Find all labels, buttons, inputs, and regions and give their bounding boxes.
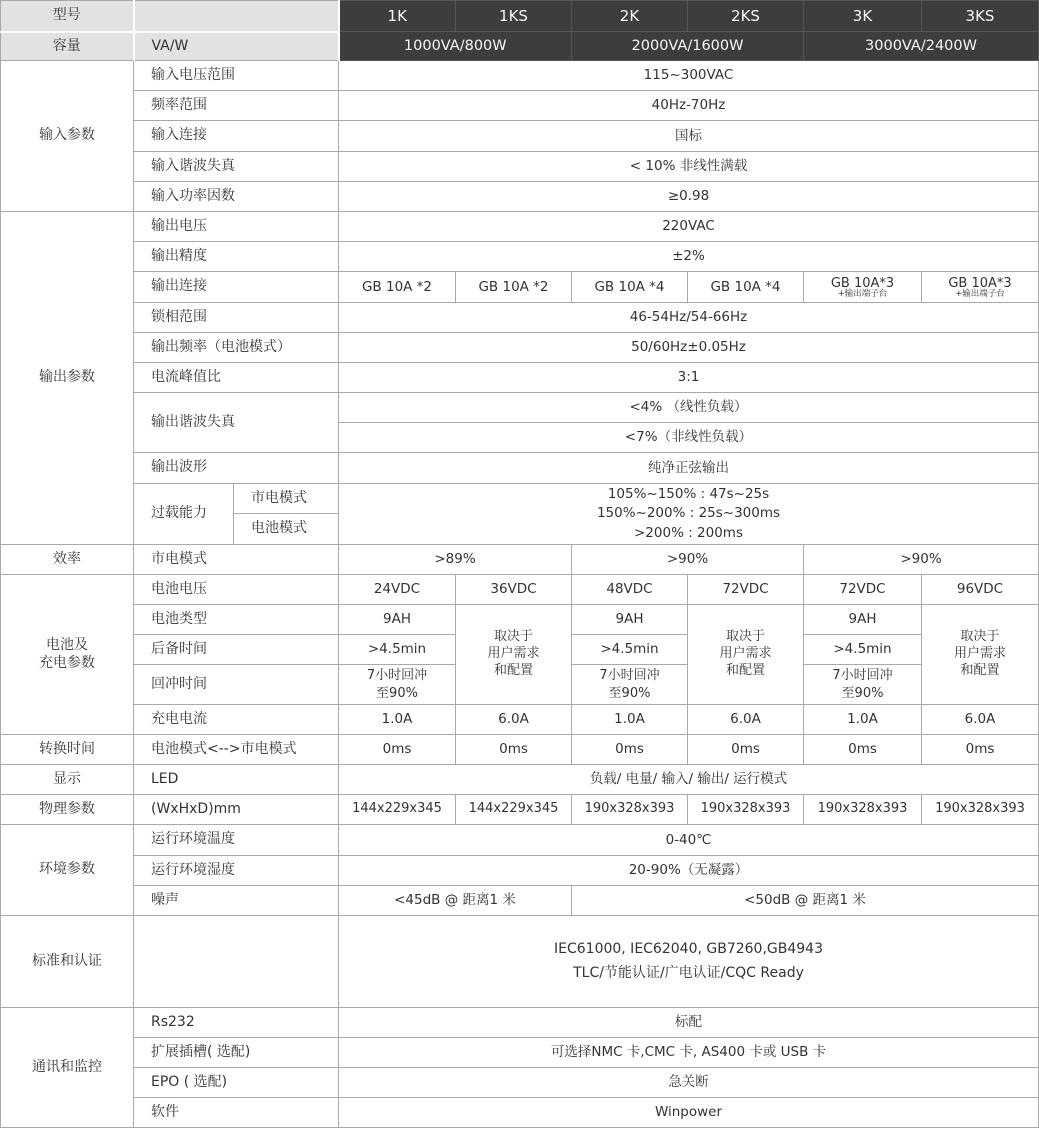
transfer-value-3k: 0ms: [804, 735, 922, 765]
efficiency-label: 市电模式: [134, 545, 339, 575]
output-conn-main-3k: GB 10A*3: [830, 275, 895, 291]
battery-recharge-label: 回冲时间: [134, 665, 339, 705]
battery-voltage-label: 电池电压: [134, 575, 339, 605]
section-transfer: 转换时间: [1, 735, 134, 765]
standards-value: [339, 916, 1039, 1008]
section-environment: 环境参数: [1, 825, 134, 916]
model-col-3k: 3K: [804, 1, 922, 32]
standards-line-1: IEC61000, IEC62040, GB7260,GB4943: [554, 941, 823, 958]
input-voltage-value: 115~300VAC: [339, 61, 1039, 91]
output-wave-label: 输出波形: [134, 453, 339, 484]
battery-voltage-3ks: 96VDC: [922, 575, 1039, 605]
efficiency-value-3k: >90%: [804, 545, 1039, 575]
output-voltage-label: 输出电压: [134, 212, 339, 242]
recharge-line-2: 至90%: [608, 685, 651, 701]
env-humidity-label: 运行环境湿度: [134, 856, 339, 886]
display-value: 负载/ 电量/ 输入/ 输出/ 运行模式: [339, 765, 1039, 795]
input-voltage-label: 输入电压范围: [134, 61, 339, 91]
transfer-value-1k: 0ms: [339, 735, 456, 765]
depends-line-2: 用户需求: [719, 646, 772, 662]
input-conn-label: 输入连接: [134, 121, 339, 152]
env-humidity-value: 20-90%（无凝露）: [339, 856, 1039, 886]
input-freq-label: 频率范围: [134, 91, 339, 121]
depends-line-1: 取决于: [960, 629, 1000, 645]
section-physical: 物理参数: [1, 795, 134, 825]
input-conn-value: 国标: [339, 121, 1039, 152]
capacity-3k-group: 3000VA/2400W: [804, 32, 1039, 61]
output-conn-subnote-3k: +输出端子台: [837, 289, 888, 300]
depends-line-2: 用户需求: [487, 646, 540, 662]
battery-type-label: 电池类型: [134, 605, 339, 635]
input-pf-value: ≥0.98: [339, 182, 1039, 212]
battery-voltage-2ks: 72VDC: [688, 575, 804, 605]
physical-value-1k: 144x229x345: [339, 795, 456, 825]
output-crest-label: 电流峰值比: [134, 363, 339, 393]
output-conn-value-2k: GB 10A *4: [572, 272, 688, 303]
output-voltage-value: 220VAC: [339, 212, 1039, 242]
section-standards: 标准和认证: [1, 916, 134, 1008]
battery-depends-3ks: [922, 605, 1039, 705]
battery-voltage-1k: 24VDC: [339, 575, 456, 605]
standards-param-empty: [134, 916, 339, 1008]
depends-line-3: 和配置: [960, 662, 1000, 678]
efficiency-value-1k: >89%: [339, 545, 572, 575]
transfer-label: 电池模式<-->市电模式: [134, 735, 339, 765]
output-precision-value: ±2%: [339, 242, 1039, 272]
output-overload-sub-mains: 市电模式: [234, 484, 339, 514]
model-col-1ks: 1KS: [456, 1, 572, 32]
battery-backup-2k: >4.5min: [572, 635, 688, 665]
input-freq-value: 40Hz-70Hz: [339, 91, 1039, 121]
output-overload-value: [339, 484, 1039, 545]
physical-value-1ks: 144x229x345: [456, 795, 572, 825]
physical-value-2k: 190x328x393: [572, 795, 688, 825]
output-conn-main-3ks: GB 10A*3: [948, 275, 1012, 291]
env-temp-value: 0-40℃: [339, 825, 1039, 856]
input-thd-label: 输入谐波失真: [134, 152, 339, 182]
comm-rs232-label: Rs232: [134, 1008, 339, 1038]
battery-depends-1ks: [456, 605, 572, 705]
input-pf-label: 输入功率因数: [134, 182, 339, 212]
battery-backup-3k: >4.5min: [804, 635, 922, 665]
overload-line-1: 105%~150% : 47s~25s: [607, 485, 770, 502]
output-thd-nonlinear-value: <7%（非线性负载）: [339, 423, 1039, 453]
physical-value-3ks: 190x328x393: [922, 795, 1039, 825]
comm-slot-value: 可选择NMC 卡,CMC 卡, AS400 卡或 USB 卡: [339, 1038, 1039, 1068]
env-temp-label: 运行环境温度: [134, 825, 339, 856]
battery-depends-2ks: [688, 605, 804, 705]
battery-type-1k: 9AH: [339, 605, 456, 635]
capacity-1k-group: 1000VA/800W: [339, 32, 572, 61]
recharge-line-2: 至90%: [841, 685, 884, 701]
capacity-row-label: 容量: [1, 32, 134, 61]
output-conn-value-3k: [804, 272, 922, 303]
battery-charge-2k: 1.0A: [572, 705, 688, 735]
depends-line-3: 和配置: [725, 662, 765, 678]
battery-charge-1ks: 6.0A: [456, 705, 572, 735]
battery-charge-3k: 1.0A: [804, 705, 922, 735]
env-noise-value-large: <50dB @ 距离1 米: [572, 886, 1039, 916]
comm-epo-label: EPO ( 选配): [134, 1068, 339, 1098]
battery-voltage-1ks: 36VDC: [456, 575, 572, 605]
output-conn-label: 输出连接: [134, 272, 339, 303]
depends-line-1: 取决于: [725, 629, 765, 645]
battery-voltage-3k: 72VDC: [804, 575, 922, 605]
battery-recharge-1k: [339, 665, 456, 705]
model-row-spacer: [134, 1, 339, 32]
battery-recharge-3k: [804, 665, 922, 705]
env-noise-label: 噪声: [134, 886, 339, 916]
efficiency-value-2k: >90%: [572, 545, 804, 575]
output-crest-value: 3:1: [339, 363, 1039, 393]
capacity-param: VA/W: [134, 32, 339, 61]
output-conn-value-3ks: [922, 272, 1039, 303]
comm-epo-value: 急关断: [339, 1068, 1039, 1098]
battery-recharge-2k: [572, 665, 688, 705]
output-overload-sub-battery: 电池模式: [234, 514, 339, 545]
env-noise-value-small: <45dB @ 距离1 米: [339, 886, 572, 916]
section-display: 显示: [1, 765, 134, 795]
section-battery: [1, 575, 134, 735]
recharge-line-1: 7小时回冲: [832, 667, 893, 683]
recharge-line-2: 至90%: [376, 685, 418, 701]
depends-line-1: 取决于: [493, 629, 533, 645]
depends-line-3: 和配置: [493, 662, 533, 678]
output-freq-value: 50/60Hz±0.05Hz: [339, 333, 1039, 363]
model-col-1k: 1K: [339, 1, 456, 32]
output-conn-subnote-3ks: +输出端子台: [955, 289, 1005, 300]
depends-line-2: 用户需求: [953, 646, 1006, 662]
physical-label: (WxHxD)mm: [134, 795, 339, 825]
output-overload-label: 过载能力: [134, 484, 234, 545]
model-col-3ks: 3KS: [922, 1, 1039, 32]
comm-software-value: Winpower: [339, 1098, 1039, 1128]
output-conn-value-1ks: GB 10A *2: [456, 272, 572, 303]
output-freq-label: 输出频率（电池模式）: [134, 333, 339, 363]
battery-section-line2: 充电参数: [39, 654, 95, 671]
transfer-value-2k: 0ms: [572, 735, 688, 765]
comm-software-label: 软件: [134, 1098, 339, 1128]
output-lock-label: 锁相范围: [134, 303, 339, 333]
section-output: 输出参数: [1, 212, 134, 545]
physical-value-3k: 190x328x393: [804, 795, 922, 825]
model-col-2k: 2K: [572, 1, 688, 32]
model-col-2ks: 2KS: [688, 1, 804, 32]
standards-line-2: TLC/节能认证/广电认证/CQC Ready: [573, 964, 804, 981]
output-conn-value-2ks: GB 10A *4: [688, 272, 804, 303]
recharge-line-1: 7小时回冲: [599, 667, 660, 683]
battery-charge-3ks: 6.0A: [922, 705, 1039, 735]
battery-type-3k: 9AH: [804, 605, 922, 635]
output-thd-linear-value: <4% （线性负载）: [339, 393, 1039, 423]
section-communication: 通讯和监控: [1, 1008, 134, 1128]
section-efficiency: 效率: [1, 545, 134, 575]
battery-charge-label: 充电电流: [134, 705, 339, 735]
battery-section-line1: 电池及: [46, 637, 88, 653]
output-thd-label: 输出谐波失真: [134, 393, 339, 453]
comm-slot-label: 扩展插槽( 选配): [134, 1038, 339, 1068]
battery-backup-1k: >4.5min: [339, 635, 456, 665]
overload-line-2: 150%~200% : 25s~300ms: [596, 505, 781, 522]
transfer-value-3ks: 0ms: [922, 735, 1039, 765]
battery-charge-1k: 1.0A: [339, 705, 456, 735]
battery-charge-2ks: 6.0A: [688, 705, 804, 735]
input-thd-value: < 10% 非线性满载: [339, 152, 1039, 182]
output-precision-label: 输出精度: [134, 242, 339, 272]
transfer-value-1ks: 0ms: [456, 735, 572, 765]
battery-type-2k: 9AH: [572, 605, 688, 635]
transfer-value-2ks: 0ms: [688, 735, 804, 765]
output-conn-value-1k: GB 10A *2: [339, 272, 456, 303]
recharge-line-1: 7小时回冲: [366, 667, 428, 683]
physical-value-2ks: 190x328x393: [688, 795, 804, 825]
model-row-label: 型号: [1, 1, 134, 32]
section-input: 输入参数: [1, 61, 134, 212]
battery-voltage-2k: 48VDC: [572, 575, 688, 605]
output-lock-value: 46-54Hz/54-66Hz: [339, 303, 1039, 333]
comm-rs232-value: 标配: [339, 1008, 1039, 1038]
battery-backup-label: 后备时间: [134, 635, 339, 665]
output-wave-value: 纯净正弦输出: [339, 453, 1039, 484]
overload-line-3: >200% : 200ms: [634, 524, 743, 541]
capacity-2k-group: 2000VA/1600W: [572, 32, 804, 61]
display-label: LED: [134, 765, 339, 795]
